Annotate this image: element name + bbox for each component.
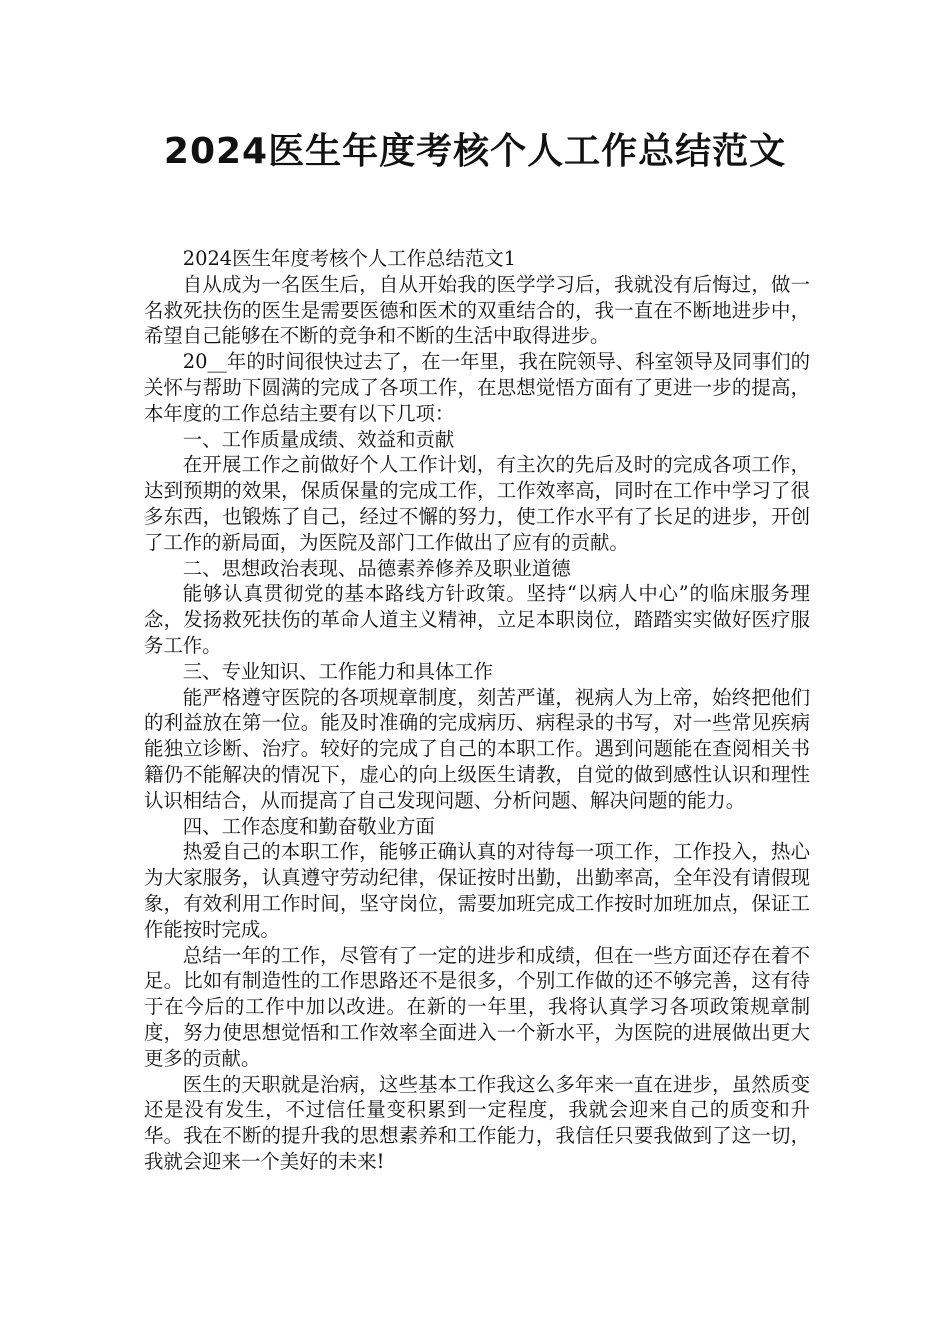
body-paragraph: 总结一年的工作，尽管有了一定的进步和成绩，但在一些方面还存在着不足。比如有制造性的工作思路还不是很多，个别工作做的还不够完善，这有待于在今后的工作中加以改进。在新的一年里，我将认真学习各项政策规章制度，努力使思想觉悟和工作效率全面进入一个新水平，为医院的进展做出更大更多的贡献。 (144, 943, 810, 1070)
body-paragraph: 能够认真贯彻党的基本路线方针政策。坚持“以病人中心”的临床服务理念，发扬救死扶伤的革命人道主义精神，立足本职岗位，踏踏实实做好医疗服务工作。 (144, 582, 810, 657)
body-paragraph: 在开展工作之前做好个人工作计划，有主次的先后及时的完成各项工作，达到预期的效果，保质保量的完成工作，工作效率高，同时在工作中学习了很多东西，也锻炼了自己，经过不懈的努力，使工作水平有了长足的进步，开创了工作的新局面，为医院及部门工作做出了应有的贡献。 (144, 453, 810, 554)
body-paragraph: 能严格遵守医院的各项规章制度，刻苦严谨，视病人为上帝，始终把他们的利益放在第一位。能及时准确的完成病历、病程录的书写，对一些常见疾病能独立诊断、治疗。较好的完成了自己的本职工作。遇到问题能在查阅相关书籍仍不能解决的情况下，虚心的向上级医生请教，自觉的做到感性认识和理性认识相结合，从而提高了自己发现问题、分析问题、解决问题的能力。 (144, 685, 810, 812)
section-heading: 四、工作态度和勤奋敬业方面 (182, 814, 435, 838)
section-heading: 一、工作质量成绩、效益和贡献 (182, 427, 455, 451)
body-paragraph: 自从成为一名医生后，自从开始我的医学学习后，我就没有后悔过，做一名救死扶伤的医生是需要医德和医术的双重结合的，我一直在不断地进步中，希望自己能够在不断的竞争和不断的生活中取得进步。 (144, 272, 810, 348)
section-heading: 2024医生年度考核个人工作总结范文1 (182, 247, 516, 270)
document-body (144, 246, 810, 1175)
body-paragraph: 热爱自己的本职工作，能够正确认真的对待每一项工作，工作投入，热心为大家服务，认真遵守劳动纪律，保证按时出勤，出勤率高，全年没有请假现象，有效利用工作时间，坚守岗位，需要加班完成工作按时加班加点，保证工作能按时完成。 (144, 840, 810, 941)
section-heading: 二、思想政治表现、品德素养修养及职业道德 (182, 556, 571, 580)
document-title: 2024医生年度考核个人工作总结范文 (163, 131, 787, 172)
body-paragraph: 20__年的时间很快过去了，在一年里，我在院领导、科室领导及同事们的关怀与帮助下圆满的完成了各项工作，在思想觉悟方面有了更进一步的提高，本年度的工作总结主要有以下几项： (144, 350, 810, 425)
body-paragraph: 医生的天职就是治病，这些基本工作我这么多年来一直在进步，虽然质变还是没有发生，不过信任量变积累到一定程度，我就会迎来自己的质变和升华。我在不断的提升我的思想素养和工作能力，我信任只要我做到了这一切，我就会迎来一个美好的未来! (144, 1072, 810, 1173)
section-heading: 三、专业知识、工作能力和具体工作 (182, 659, 494, 683)
